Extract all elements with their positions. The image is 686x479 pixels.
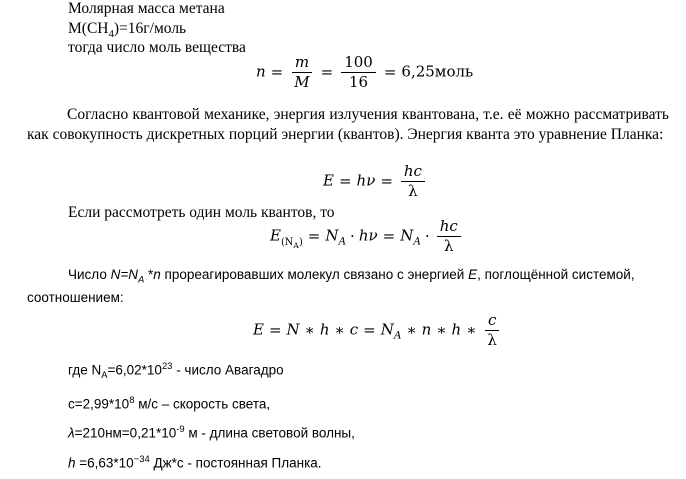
paragraph-quantum: Согласно квантовой механике, энергия излучения квантована, т.е. её можно рассматривать как совокупность дискретных порций энергии (квантов). Энергия кванта это уравнение Планка: [27,106,669,143]
intro-line-molar-mass: Молярная масса метана [68,0,225,17]
constant-avogadro: где $N_A=6,02*10^{23}$ - число Авагадро [68,361,284,382]
intro-line-methane-mass: $M(CH_4)=16г$/моль [68,20,187,41]
intro-line-moles: тогда число моль вещества [68,39,246,56]
fraction-100-over-16: $\frac{100}{16}$ [341,54,376,91]
constant-planck: $h =6,63*10^{-34}$ Дж*с - постоянная Планка. [68,454,322,471]
fraction-hc-over-lambda: $\frac{hc}{\lambda}$ [401,163,425,200]
fraction-hc-over-lambda-2: $\frac{hc}{\lambda}$ [437,218,461,255]
text-one-mole: Если рассмотреть один моль квантов, то [68,204,335,221]
constant-wavelength: $\lambda=210нм=0,21*10^{-9}$ м - длина световой волны, [68,424,355,441]
fraction-c-over-lambda: $\frac{c}{\lambda}$ [484,312,500,349]
fraction-m-over-M: $\frac{m}{M}$ [291,54,312,91]
paragraph-number-line1: Число $N=N_A$ *n прореагировавших молекул связано с энергией E, поглощённой системой, [68,267,635,286]
constant-speed-of-light: $с=2,99*10^8$ м/с – скорость света, [68,395,271,412]
equation-planck: E = hν = $\frac{hc}{\lambda}$ [323,163,428,200]
paragraph-number-line2: соотношением: [27,290,124,305]
equation-energy: E = N ∗ h ∗ $c = N_A$ ∗ n ∗ h ∗ $\frac{c}{\lambda}$ [253,312,503,349]
equation-mole-quanta: $E_{(N_A)} = N_A \cdot h\nu = N_A$ · $\frac{hc}{\lambda}$ [270,218,464,255]
equation-moles: n = $\frac{m}{M}$ = $\frac{100}{16}$ = 6,25моль [256,53,474,91]
